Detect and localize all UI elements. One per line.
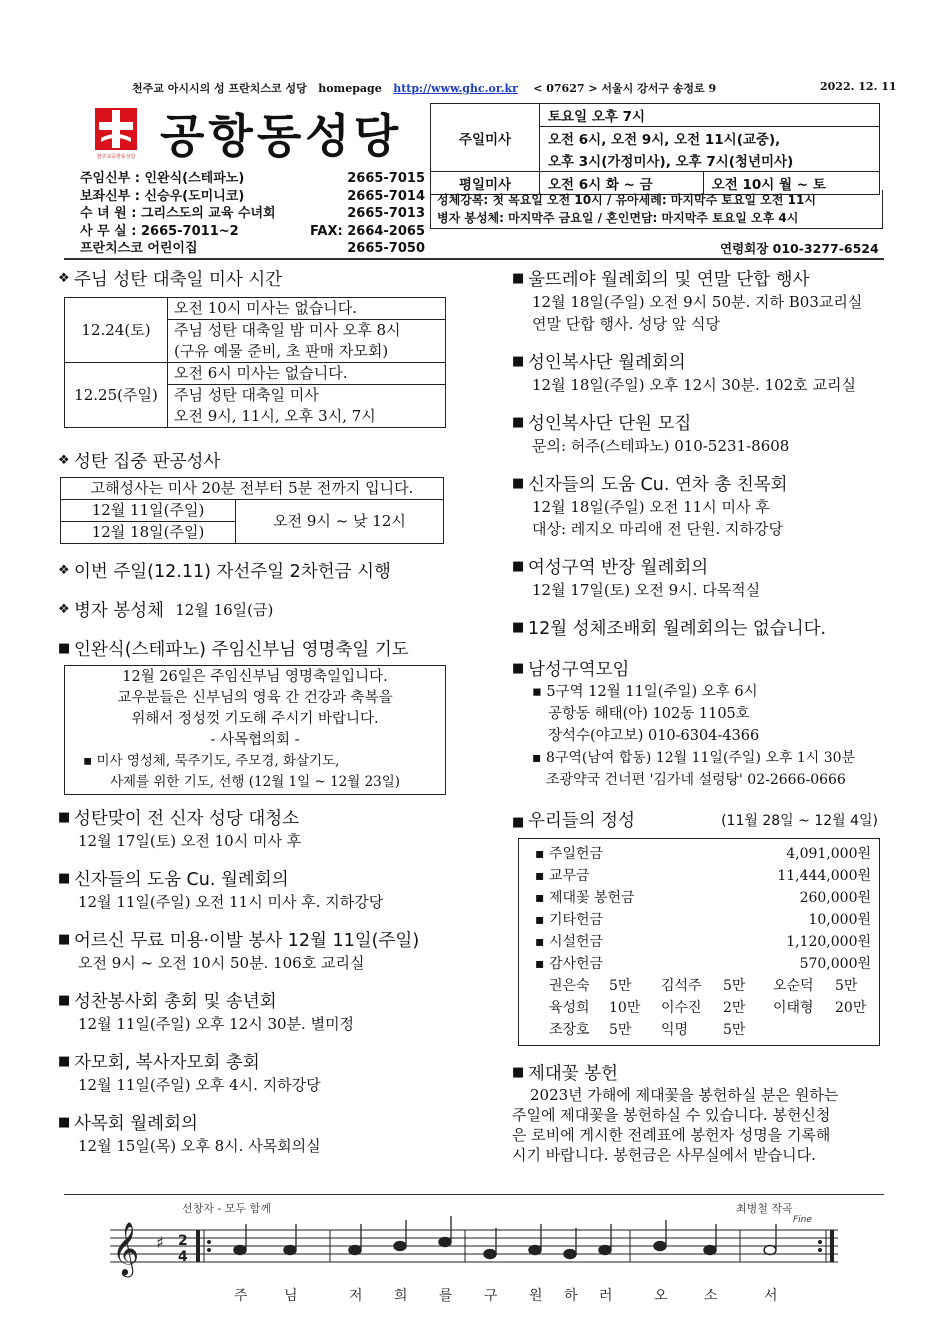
- square-bullet-icon: ■: [58, 641, 71, 656]
- staff-role: 수 녀 원 : 그리스도의 교육 수녀회: [80, 206, 276, 221]
- offerings-box: [518, 838, 880, 1046]
- diamond-bullet-icon: ❖: [58, 453, 70, 468]
- feast-line: - 사목협의회 -: [210, 732, 300, 748]
- section-heading: [58, 1110, 453, 1135]
- feast-line: 12월 26일은 주임신부님 영명축일입니다.: [122, 669, 388, 685]
- notice-text: 주일에 제대꽃을 봉헌하실 수 있습니다. 봉헌신청: [512, 1106, 831, 1124]
- right-column: [512, 266, 890, 1165]
- square-bullet-icon: ■: [58, 810, 71, 825]
- communion-sick-title: 병자 봉성체: [74, 601, 165, 621]
- notes: [234, 1216, 776, 1259]
- lyric-syllable: 구: [484, 1288, 498, 1304]
- sunday-mass-row: 토요일 오후 7시: [540, 104, 880, 127]
- sacrament-notes: [430, 190, 883, 229]
- ultreya-title: 울뜨레야 월례회의 및 연말 단합 행사: [528, 270, 810, 290]
- confession-date: 12월 11일(주일): [61, 500, 236, 522]
- donor-amount: [835, 1019, 875, 1041]
- offering-amount: 11,444,000원: [777, 868, 871, 884]
- offering-amount: 570,000원: [799, 956, 871, 972]
- lyric-syllable: 주: [234, 1288, 248, 1304]
- donor-name: 권은숙: [549, 978, 590, 994]
- note-head: [439, 1238, 451, 1247]
- note-head: [654, 1242, 666, 1251]
- homepage-link[interactable]: http://www.ghc.or.kr: [393, 82, 518, 95]
- section-heading: [58, 866, 453, 891]
- notice-title: 성찬봉사회 총회 및 송년회: [74, 992, 277, 1012]
- composer-label: 최병철 작곡: [736, 1202, 793, 1215]
- schedule-cell: 주님 성탄 대축일 미사: [168, 385, 446, 407]
- square-bullet-icon: ■: [58, 932, 71, 947]
- offering-row: [535, 887, 871, 909]
- lyric-syllable: 를: [439, 1288, 453, 1304]
- notice-text: 12월 17일(토) 오전 10시 미사 후: [78, 832, 302, 850]
- note-head: [394, 1242, 406, 1251]
- left-notice-list: [58, 805, 453, 1157]
- weekday-mass-a: 오전 6시 화 ~ 금: [540, 172, 704, 195]
- confession-note: 고해성사는 미사 20분 전부터 5분 전까지 입니다.: [61, 478, 444, 500]
- offering-row: [535, 865, 871, 887]
- note-head: [564, 1250, 576, 1259]
- fine-label: Fine: [793, 1215, 812, 1225]
- section-heading: [512, 615, 890, 640]
- section-heading: [58, 448, 453, 473]
- leader-label: 선창자 - 모두 함께: [182, 1202, 271, 1215]
- confession-table: [60, 477, 444, 544]
- notice-text: ▪ 8구역(남여 합동) 12월 11일(주일) 오후 1시 30분: [532, 750, 856, 766]
- sunday-mass-row: 오후 3시(가정미사), 오후 7시(청년미사): [540, 149, 880, 172]
- donor-amount: 5만: [609, 1022, 632, 1038]
- offering-row: [535, 931, 871, 953]
- notice-title: 자모회, 복사자모회 총회: [74, 1053, 260, 1073]
- donor-amount: 5만: [723, 1022, 746, 1038]
- notice-text: 조광약국 건너편 '김가네 설렁탕' 02-2666-0666: [546, 772, 846, 788]
- donor-name: 이태형: [773, 1000, 814, 1016]
- staff-phone: 2665-7014: [347, 188, 425, 204]
- parish-full-name: 천주교 아시시의 성 프란치스코 성당: [132, 82, 307, 95]
- diamond-bullet-icon: ❖: [58, 271, 70, 286]
- notice-title: 신자들의 도움 Cu. 월례회의: [74, 870, 289, 890]
- lyric-syllable: 오: [654, 1288, 668, 1304]
- offering-name: ▪ 주일헌금: [535, 846, 604, 862]
- staff-phone: 2665-7050: [347, 241, 425, 256]
- divider: [64, 258, 884, 260]
- donor-amount: 20만: [835, 1000, 867, 1016]
- offering-amount: 10,000원: [808, 912, 871, 928]
- staff-role: 주임신부 : 인완식(스테파노): [80, 171, 245, 186]
- staff-role: 프란치스코 어린이집: [80, 241, 198, 256]
- staff-row: [80, 170, 425, 188]
- note-head: [764, 1246, 776, 1255]
- donor-name: 조장호: [549, 1022, 590, 1038]
- square-bullet-icon: ■: [512, 559, 525, 574]
- section-heading: [512, 410, 890, 435]
- charity-sunday-title: 이번 주일(12.11) 자선주일 2차헌금 시행: [74, 562, 391, 582]
- notice-text: 12월 18일(주일) 오전 11시 미사 후: [532, 498, 770, 516]
- donor-amount: 10만: [609, 1000, 641, 1016]
- left-column: [58, 266, 453, 1157]
- diamond-bullet-icon: ❖: [58, 602, 70, 617]
- square-bullet-icon: ■: [512, 354, 525, 369]
- section-heading: [58, 636, 453, 661]
- time-signature-top: 2: [178, 1233, 188, 1249]
- square-bullet-icon: ■: [58, 1115, 71, 1130]
- lyrics: [234, 1287, 778, 1304]
- notice-text: 12월 11일(주일) 오후 12시 30분. 별미정: [78, 1015, 355, 1033]
- staff-row: [80, 223, 425, 241]
- offering-amount: 260,000원: [799, 890, 871, 906]
- diamond-bullet-icon: ❖: [58, 563, 70, 578]
- women-district-title: 여성구역 반장 월례회의: [528, 558, 709, 578]
- section-heading: [58, 558, 453, 583]
- feast-line: 사제를 위한 기도, 선행 (12월 1일 ~ 12월 23일): [109, 774, 401, 790]
- lyric-syllable: 님: [284, 1288, 298, 1304]
- notice-item: [58, 866, 453, 913]
- lyric-syllable: 하: [564, 1288, 578, 1304]
- date-cell: 12.24(토): [65, 298, 168, 363]
- notice-text: 오전 9시 ~ 오전 10시 50분. 106호 교리실: [78, 954, 365, 972]
- notice-text: 12월 17일(토) 오전 9시. 다목적실: [532, 581, 761, 599]
- date-cell: 12.25(주일): [65, 363, 168, 428]
- confession-date: 12월 18일(주일): [61, 522, 236, 544]
- lyric-syllable: 희: [394, 1288, 408, 1304]
- offering-name: ▪ 시설헌금: [535, 934, 604, 950]
- header-line: [132, 80, 716, 96]
- lyric-syllable: 서: [764, 1288, 778, 1304]
- square-bullet-icon: ■: [58, 1054, 71, 1069]
- section-heading: [512, 349, 890, 374]
- offering-amount: 4,091,000원: [786, 846, 871, 862]
- note-head: [599, 1246, 611, 1255]
- notice-text: 문의: 허주(스테파노) 010-5231-8608: [532, 437, 790, 455]
- feast-line: 교우분들은 신부님의 영육 간 건강과 축복을: [117, 690, 393, 706]
- section-heading: [58, 266, 453, 291]
- square-bullet-icon: ■: [58, 993, 71, 1008]
- notice-item: [58, 927, 453, 974]
- funeral-chairman: 연령회장 010-3277-6524: [720, 241, 879, 256]
- sharp-icon: ♯: [156, 1233, 164, 1252]
- lyric-syllable: 러: [599, 1288, 613, 1304]
- schedule-cell: 주님 성탄 대축일 밤 미사 오후 8시: [168, 320, 446, 342]
- lyric-syllable: 소: [704, 1288, 718, 1304]
- bulletin-date: 2022. 12. 11: [820, 80, 897, 93]
- notice-item: [58, 1049, 453, 1096]
- christmas-mass-table: [64, 297, 446, 428]
- staff-phone: FAX: 2664-2065: [310, 223, 425, 239]
- offering-row: [535, 843, 871, 865]
- address: < 07627 > 서울시 강서구 송정로 9: [533, 82, 717, 95]
- note-head: [284, 1246, 296, 1255]
- note-benediction: 성체강복: 첫 목요일 오전 10시 / 유아세례: 마지막주 토요일 오전 11시: [437, 193, 816, 207]
- offering-row: [535, 953, 871, 975]
- notice-title: 성탄맞이 전 신자 성당 대청소: [74, 809, 300, 829]
- staff-row: [80, 240, 425, 258]
- time-signature-bottom: 4: [178, 1249, 188, 1265]
- section-heading: [512, 554, 890, 579]
- section-heading: [512, 656, 890, 681]
- donor-amount: 5만: [835, 978, 858, 994]
- mass-schedule-table: [430, 103, 880, 195]
- homepage-label: homepage: [318, 82, 382, 95]
- lyric-syllable: 원: [529, 1288, 543, 1304]
- feast-prayer-box: [64, 665, 446, 795]
- notice-text: 연말 단합 행사. 성당 앞 식당: [532, 315, 720, 333]
- staff-phone: 2665-7013: [347, 206, 425, 221]
- square-bullet-icon: ■: [512, 415, 525, 430]
- offering-amount: 1,120,000원: [786, 934, 871, 950]
- church-logo: [95, 108, 137, 160]
- weekday-mass-label: 평일미사: [431, 172, 540, 195]
- donor-name: 오순덕: [773, 978, 814, 994]
- altar-flowers-title: 제대꽃 봉헌: [528, 1064, 619, 1084]
- offering-name: ▪ 제대꽃 봉헌금: [535, 890, 635, 906]
- donor-name: 육성희: [549, 1000, 590, 1016]
- notice-text: 은 로비에 게시한 전례표에 봉헌자 성명을 기록해: [512, 1126, 831, 1144]
- note-head: [234, 1246, 246, 1255]
- offering-name: ▪ 교무금: [535, 868, 590, 884]
- donor-name: 이수진: [661, 1000, 702, 1016]
- notice-text: ▪ 5구역 12월 11일(주일) 오후 6시: [532, 684, 758, 700]
- note-head: [529, 1246, 541, 1255]
- square-bullet-icon: ■: [512, 815, 525, 830]
- confession-title: 성탄 집중 판공성사: [74, 452, 221, 472]
- notice-text: 12월 11일(주일) 오전 11시 미사 후. 지하강당: [78, 893, 384, 911]
- section-heading: [512, 1060, 890, 1085]
- communion-sick-date: 12월 16일(금): [175, 601, 274, 619]
- notice-text: 시기 바랍니다. 봉헌금은 사무실에서 받습니다.: [512, 1146, 816, 1164]
- notice-title: 사목회 월례회의: [74, 1114, 198, 1134]
- donor-grid: [535, 975, 871, 1041]
- note-communion: 병자 봉성체: 마지막주 금요일 / 혼인면담: 마지막주 토요일 오후 4시: [437, 211, 799, 225]
- notice-text: 12월 15일(목) 오후 8시. 사목회의실: [78, 1137, 321, 1155]
- feast-line: 위해서 정성껏 기도해 주시기 바랍니다.: [131, 711, 379, 727]
- staff-lines: [110, 1230, 838, 1262]
- feast-prayer-title: 인완식(스테파노) 주임신부님 영명축일 기도: [74, 640, 409, 660]
- legion-gathering-title: 신자들의 도움 Cu. 연차 총 친목회: [528, 475, 788, 495]
- notice-item: [58, 805, 453, 852]
- donor-amount: 5만: [609, 978, 632, 994]
- notice-text: 대상: 레지오 마리애 전 단원. 지하강당: [532, 520, 784, 538]
- section-heading: [58, 927, 453, 952]
- donor-name: 김석주: [661, 978, 702, 994]
- altar-servers-meeting-title: 성인복사단 월례회의: [528, 353, 686, 373]
- altar-servers-recruit-title: 성인복사단 단원 모집: [528, 414, 692, 434]
- section-heading: [58, 805, 453, 830]
- christmas-mass-title: 주님 성탄 대축일 미사 시간: [74, 270, 283, 290]
- section-heading: [512, 807, 878, 832]
- square-bullet-icon: ■: [512, 476, 525, 491]
- confession-time: 오전 9시 ~ 낮 12시: [236, 500, 444, 544]
- staff-phone: 2665-7015: [347, 171, 425, 186]
- staff-row: [80, 188, 425, 206]
- square-bullet-icon: ■: [512, 661, 525, 676]
- treble-clef-icon: 𝄞: [112, 1221, 140, 1275]
- square-bullet-icon: ■: [512, 620, 525, 635]
- weekday-mass-b: 오전 10시 월 ~ 토: [703, 172, 879, 195]
- notice-text: 12월 18일(주일) 오후 12시 30분. 102호 교리실: [532, 376, 856, 394]
- notice-item: [58, 988, 453, 1035]
- donor-name: [773, 1019, 835, 1041]
- donor-amount: 2만: [723, 1000, 746, 1016]
- staff-role: 사 무 실 : 2665-7011~2: [80, 223, 239, 239]
- section-heading: [58, 988, 453, 1013]
- section-heading: [58, 597, 453, 622]
- donor-amount: 5만: [723, 978, 746, 994]
- offering-name: ▪ 감사헌금: [535, 956, 604, 972]
- schedule-cell: 오전 10시 미사는 없습니다.: [168, 298, 446, 320]
- staff-role: 보좌신부 : 신승우(도미니코): [80, 188, 245, 204]
- square-bullet-icon: ■: [58, 871, 71, 886]
- notice-text: 12월 11일(주일) 오후 4시. 지하강당: [78, 1076, 321, 1094]
- lyric-syllable: 저: [349, 1288, 363, 1304]
- offering-name: ▪ 기타헌금: [535, 912, 604, 928]
- square-bullet-icon: ■: [512, 271, 525, 286]
- notice-text: 장석수(야고보) 010-6304-4366: [548, 728, 760, 744]
- notice-text: 공항동 해태(아) 102동 1105호: [548, 706, 750, 722]
- logo-text: 천주교공항동성당: [96, 154, 136, 160]
- divider: [64, 1194, 884, 1195]
- men-district-title: 남성구역모임: [528, 660, 630, 680]
- offerings-period: (11월 28일 ~ 12월 4일): [721, 812, 878, 829]
- notice-text: 12월 18일(주일) 오전 9시 50분. 지하 B03교리실: [532, 293, 863, 311]
- sunday-mass-label: 주일미사: [431, 104, 540, 172]
- sunday-mass-row: 오전 6시, 오전 9시, 오전 11시(교중),: [540, 127, 880, 150]
- notice-title: 어르신 무료 미용·이발 봉사 12월 11일(주일): [74, 931, 420, 951]
- staff-list: [80, 170, 425, 258]
- note-head: [484, 1250, 496, 1259]
- note-head: [349, 1246, 361, 1255]
- notice-item: [58, 1110, 453, 1157]
- offering-row: [535, 909, 871, 931]
- church-name: 공항동성당: [160, 109, 403, 163]
- donor-name: 익명: [661, 1022, 689, 1038]
- schedule-cell: (구유 예물 준비, 초 판매 자모회): [168, 341, 446, 363]
- schedule-cell: 오전 9시, 11시, 오후 3시, 7시: [168, 406, 446, 428]
- schedule-cell: 오전 6시 미사는 없습니다.: [168, 363, 446, 385]
- staff-row: [80, 205, 425, 223]
- section-heading: [58, 1049, 453, 1074]
- offerings-title: 우리들의 정성: [528, 811, 635, 831]
- section-heading: [512, 471, 890, 496]
- note-head: [704, 1246, 716, 1255]
- feast-line: ▪ 미사 영성체, 묵주기도, 주모경, 화살기도,: [83, 753, 340, 769]
- section-heading: [512, 266, 890, 291]
- square-bullet-icon: ■: [512, 1065, 525, 1080]
- adoration-notice-title: 12월 성체조배회 월례회의는 없습니다.: [528, 619, 827, 639]
- music-score: [110, 1200, 840, 1340]
- offerings-list: [535, 843, 871, 975]
- notice-text: 2023년 가해에 제대꽃을 봉헌하실 분은 원하는: [530, 1086, 839, 1104]
